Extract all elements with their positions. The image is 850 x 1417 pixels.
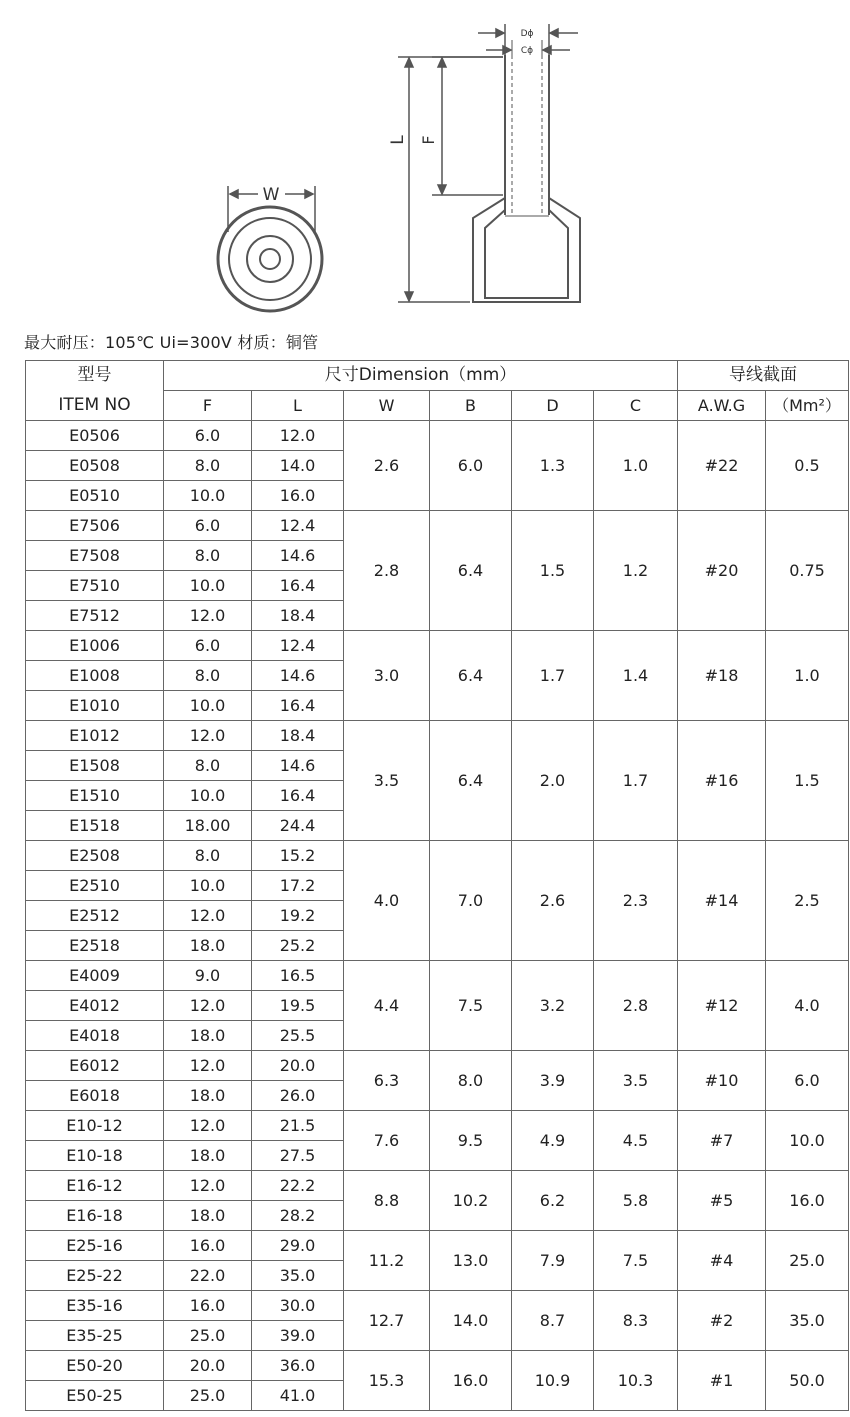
f-cell: 20.0 — [164, 1351, 252, 1381]
table-row — [26, 1351, 849, 1381]
awg-cell: #1 — [678, 1351, 766, 1411]
l-cell: 18.4 — [252, 601, 344, 631]
mm2-cell: 35.0 — [766, 1291, 849, 1351]
l-cell: 36.0 — [252, 1351, 344, 1381]
header-col-w: W — [344, 391, 430, 421]
c-cell: 10.3 — [594, 1351, 678, 1411]
table-row — [26, 421, 849, 451]
awg-cell: #4 — [678, 1231, 766, 1291]
header-wire-section: 导线截面 — [678, 361, 849, 391]
item-no-cell: E2508 — [26, 841, 164, 871]
item-no-cell: E35-25 — [26, 1321, 164, 1351]
header-col-awg: A.W.G — [678, 391, 766, 421]
d-cell: 4.9 — [512, 1111, 594, 1171]
f-cell: 18.00 — [164, 811, 252, 841]
d-label: Dϕ — [520, 29, 534, 39]
awg-cell: #20 — [678, 511, 766, 631]
header-model-en: ITEM NO — [26, 391, 164, 421]
header-col-l: L — [252, 391, 344, 421]
table-row — [26, 721, 849, 751]
l-cell: 14.6 — [252, 751, 344, 781]
mm2-cell: 1.0 — [766, 631, 849, 721]
c-cell: 8.3 — [594, 1291, 678, 1351]
c-cell: 1.2 — [594, 511, 678, 631]
table-row — [26, 1171, 849, 1201]
b-cell: 7.5 — [430, 961, 512, 1051]
mm2-cell: 6.0 — [766, 1051, 849, 1111]
table-row — [26, 841, 849, 871]
d-cell: 1.5 — [512, 511, 594, 631]
table-header — [26, 361, 849, 421]
b-cell: 9.5 — [430, 1111, 512, 1171]
f-cell: 18.0 — [164, 1201, 252, 1231]
w-cell: 3.5 — [344, 721, 430, 841]
l-cell: 16.4 — [252, 691, 344, 721]
w-cell: 6.3 — [344, 1051, 430, 1111]
f-cell: 6.0 — [164, 421, 252, 451]
table-row — [26, 961, 849, 991]
table-row — [26, 511, 849, 541]
mm2-cell: 0.5 — [766, 421, 849, 511]
l-cell: 20.0 — [252, 1051, 344, 1081]
awg-cell: #12 — [678, 961, 766, 1051]
d-cell: 1.7 — [512, 631, 594, 721]
awg-cell: #22 — [678, 421, 766, 511]
item-no-cell: E7510 — [26, 571, 164, 601]
c-cell: 1.7 — [594, 721, 678, 841]
awg-cell: #18 — [678, 631, 766, 721]
l-cell: 27.5 — [252, 1141, 344, 1171]
l-cell: 39.0 — [252, 1321, 344, 1351]
l-cell: 16.0 — [252, 481, 344, 511]
l-cell: 22.2 — [252, 1171, 344, 1201]
f-cell: 12.0 — [164, 721, 252, 751]
header-col-f: F — [164, 391, 252, 421]
f-cell: 8.0 — [164, 841, 252, 871]
mm2-cell: 2.5 — [766, 841, 849, 961]
awg-cell: #10 — [678, 1051, 766, 1111]
d-cell: 2.0 — [512, 721, 594, 841]
table-row — [26, 1051, 849, 1081]
w-cell: 4.0 — [344, 841, 430, 961]
b-cell: 6.4 — [430, 511, 512, 631]
item-no-cell: E1508 — [26, 751, 164, 781]
w-cell: 12.7 — [344, 1291, 430, 1351]
item-no-cell: E25-22 — [26, 1261, 164, 1291]
item-no-cell: E1510 — [26, 781, 164, 811]
f-cell: 16.0 — [164, 1291, 252, 1321]
item-no-cell: E1010 — [26, 691, 164, 721]
f-cell: 25.0 — [164, 1381, 252, 1411]
item-no-cell: E50-20 — [26, 1351, 164, 1381]
table-row — [26, 1111, 849, 1141]
f-cell: 6.0 — [164, 511, 252, 541]
d-cell: 6.2 — [512, 1171, 594, 1231]
f-cell: 9.0 — [164, 961, 252, 991]
f-cell: 12.0 — [164, 1111, 252, 1141]
ferrule-dimension-drawing — [0, 0, 850, 330]
item-no-cell: E16-18 — [26, 1201, 164, 1231]
f-cell: 12.0 — [164, 991, 252, 1021]
w-cell: 15.3 — [344, 1351, 430, 1411]
w-cell: 7.6 — [344, 1111, 430, 1171]
l-cell: 25.5 — [252, 1021, 344, 1051]
header-col-b: B — [430, 391, 512, 421]
mm2-cell: 0.75 — [766, 511, 849, 631]
b-cell: 16.0 — [430, 1351, 512, 1411]
l-cell: 30.0 — [252, 1291, 344, 1321]
l-cell: 14.0 — [252, 451, 344, 481]
mm2-cell: 10.0 — [766, 1111, 849, 1171]
l-cell: 14.6 — [252, 541, 344, 571]
w-cell: 11.2 — [344, 1231, 430, 1291]
w-cell: 3.0 — [344, 631, 430, 721]
f-cell: 10.0 — [164, 481, 252, 511]
l-cell: 24.4 — [252, 811, 344, 841]
header-col-mm2: （Mm²） — [766, 391, 849, 421]
f-cell: 22.0 — [164, 1261, 252, 1291]
table-row — [26, 1291, 849, 1321]
item-no-cell: E4012 — [26, 991, 164, 1021]
item-no-cell: E10-18 — [26, 1141, 164, 1171]
l-cell: 12.0 — [252, 421, 344, 451]
f-cell: 6.0 — [164, 631, 252, 661]
l-cell: 16.4 — [252, 781, 344, 811]
spec-line: 最大耐压：105℃ Ui=300V 材质：铜管 — [24, 333, 319, 352]
f-cell: 10.0 — [164, 571, 252, 601]
item-no-cell: E1008 — [26, 661, 164, 691]
l-cell: 25.2 — [252, 931, 344, 961]
awg-cell: #2 — [678, 1291, 766, 1351]
f-cell: 16.0 — [164, 1231, 252, 1261]
b-cell: 14.0 — [430, 1291, 512, 1351]
f-cell: 12.0 — [164, 1171, 252, 1201]
mm2-cell: 4.0 — [766, 961, 849, 1051]
c-cell: 2.3 — [594, 841, 678, 961]
c-cell: 2.8 — [594, 961, 678, 1051]
item-no-cell: E1012 — [26, 721, 164, 751]
w-cell: 2.8 — [344, 511, 430, 631]
l-cell: 19.5 — [252, 991, 344, 1021]
c-cell: 1.0 — [594, 421, 678, 511]
f-dimension — [432, 57, 503, 195]
b-cell: 7.0 — [430, 841, 512, 961]
c-cell: 1.4 — [594, 631, 678, 721]
item-no-cell: E7508 — [26, 541, 164, 571]
l-cell: 17.2 — [252, 871, 344, 901]
l-cell: 12.4 — [252, 511, 344, 541]
w-label: W — [262, 185, 280, 205]
awg-cell: #5 — [678, 1171, 766, 1231]
table-row — [26, 631, 849, 661]
l-label: L — [388, 135, 408, 145]
side-view — [473, 55, 580, 302]
w-cell: 2.6 — [344, 421, 430, 511]
item-no-cell: E7512 — [26, 601, 164, 631]
l-cell: 12.4 — [252, 631, 344, 661]
item-no-cell: E2510 — [26, 871, 164, 901]
item-no-cell: E0510 — [26, 481, 164, 511]
item-no-cell: E4009 — [26, 961, 164, 991]
f-cell: 8.0 — [164, 451, 252, 481]
item-no-cell: E2512 — [26, 901, 164, 931]
l-cell: 18.4 — [252, 721, 344, 751]
header-dimension: 尺寸Dimension（mm） — [164, 361, 678, 391]
f-cell: 18.0 — [164, 1021, 252, 1051]
item-no-cell: E50-25 — [26, 1381, 164, 1411]
f-cell: 18.0 — [164, 931, 252, 961]
item-no-cell: E35-16 — [26, 1291, 164, 1321]
f-cell: 10.0 — [164, 781, 252, 811]
l-cell: 15.2 — [252, 841, 344, 871]
d-cell: 10.9 — [512, 1351, 594, 1411]
l-cell: 21.5 — [252, 1111, 344, 1141]
front-view — [218, 207, 322, 311]
d-cell: 3.9 — [512, 1051, 594, 1111]
b-cell: 6.4 — [430, 721, 512, 841]
l-cell: 16.5 — [252, 961, 344, 991]
c-cell: 4.5 — [594, 1111, 678, 1171]
b-cell: 6.4 — [430, 631, 512, 721]
item-no-cell: E0508 — [26, 451, 164, 481]
d-cell: 2.6 — [512, 841, 594, 961]
d-cell: 1.3 — [512, 421, 594, 511]
item-no-cell: E2518 — [26, 931, 164, 961]
f-cell: 8.0 — [164, 661, 252, 691]
l-cell: 14.6 — [252, 661, 344, 691]
item-no-cell: E25-16 — [26, 1231, 164, 1261]
l-cell: 19.2 — [252, 901, 344, 931]
spec-table — [25, 360, 849, 1411]
w-cell: 4.4 — [344, 961, 430, 1051]
table-row — [26, 1231, 849, 1261]
item-no-cell: E6012 — [26, 1051, 164, 1081]
f-cell: 12.0 — [164, 1051, 252, 1081]
f-cell: 8.0 — [164, 751, 252, 781]
l-cell: 41.0 — [252, 1381, 344, 1411]
f-label: F — [419, 135, 438, 145]
f-cell: 12.0 — [164, 901, 252, 931]
mm2-cell: 50.0 — [766, 1351, 849, 1411]
c-label: Cϕ — [520, 46, 534, 56]
l-cell: 29.0 — [252, 1231, 344, 1261]
b-cell: 10.2 — [430, 1171, 512, 1231]
c-cell: 3.5 — [594, 1051, 678, 1111]
f-cell: 8.0 — [164, 541, 252, 571]
f-cell: 25.0 — [164, 1321, 252, 1351]
item-no-cell: E0506 — [26, 421, 164, 451]
f-cell: 12.0 — [164, 601, 252, 631]
mm2-cell: 16.0 — [766, 1171, 849, 1231]
f-cell: 10.0 — [164, 691, 252, 721]
awg-cell: #16 — [678, 721, 766, 841]
item-no-cell: E10-12 — [26, 1111, 164, 1141]
f-cell: 18.0 — [164, 1081, 252, 1111]
w-cell: 8.8 — [344, 1171, 430, 1231]
l-cell: 28.2 — [252, 1201, 344, 1231]
l-cell: 35.0 — [252, 1261, 344, 1291]
l-cell: 26.0 — [252, 1081, 344, 1111]
item-no-cell: E1006 — [26, 631, 164, 661]
f-cell: 10.0 — [164, 871, 252, 901]
awg-cell: #14 — [678, 841, 766, 961]
c-cell: 7.5 — [594, 1231, 678, 1291]
item-no-cell: E6018 — [26, 1081, 164, 1111]
f-cell: 18.0 — [164, 1141, 252, 1171]
item-no-cell: E16-12 — [26, 1171, 164, 1201]
l-dimension — [398, 57, 503, 302]
item-no-cell: E1518 — [26, 811, 164, 841]
mm2-cell: 1.5 — [766, 721, 849, 841]
d-cell: 7.9 — [512, 1231, 594, 1291]
table-body — [26, 421, 849, 1411]
d-cell: 3.2 — [512, 961, 594, 1051]
header-col-d: D — [512, 391, 594, 421]
item-no-cell: E7506 — [26, 511, 164, 541]
d-cell: 8.7 — [512, 1291, 594, 1351]
mm2-cell: 25.0 — [766, 1231, 849, 1291]
b-cell: 6.0 — [430, 421, 512, 511]
header-col-c: C — [594, 391, 678, 421]
b-cell: 8.0 — [430, 1051, 512, 1111]
awg-cell: #7 — [678, 1111, 766, 1171]
header-model-cn: 型号 — [26, 361, 164, 391]
b-cell: 13.0 — [430, 1231, 512, 1291]
l-cell: 16.4 — [252, 571, 344, 601]
c-cell: 5.8 — [594, 1171, 678, 1231]
item-no-cell: E4018 — [26, 1021, 164, 1051]
